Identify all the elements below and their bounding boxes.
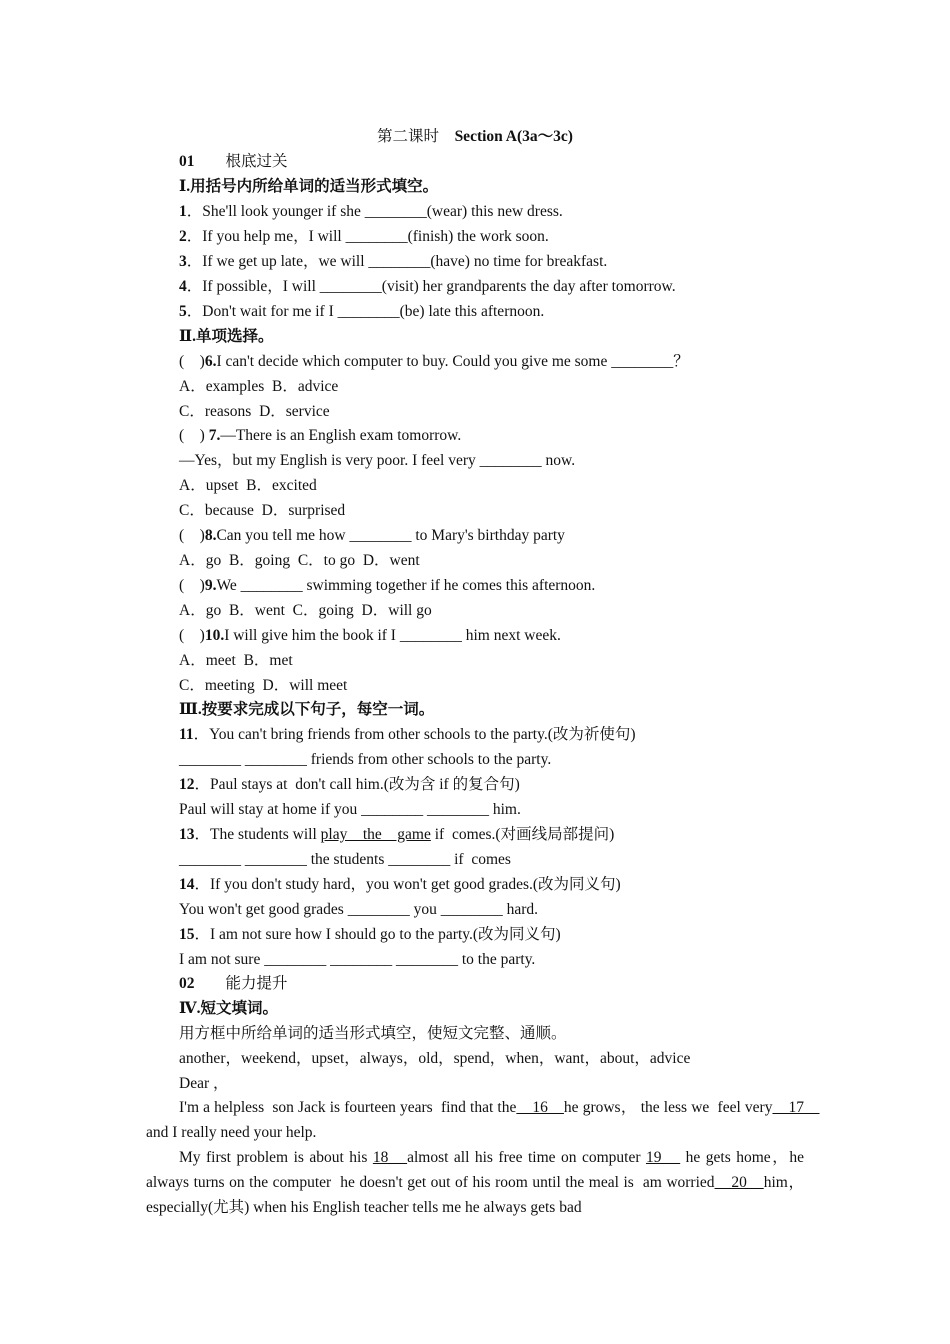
question-13-answer: ________ ________ the students ________ if comes	[179, 851, 511, 868]
part-heading-1: 01 根底过关	[179, 153, 288, 170]
question-9: ( )9.We ________ swimming together if he comes this afternoon.	[179, 577, 596, 594]
question-7-line-2: —Yes，but my English is very poor. I feel very ________ now.	[179, 452, 576, 469]
letter-greeting: Dear ，	[179, 1075, 229, 1092]
blank-17: 17	[772, 1099, 820, 1116]
underlined-phrase: play the game	[320, 826, 431, 843]
question-8: ( )8.Can you tell me how ________ to Mary's birthday party	[179, 527, 565, 544]
section-4-instruction: 用方框中所给单词的适当形式填空，使短文完整、通顺。	[179, 1025, 567, 1042]
question-2: 2．If you help me，I will ________(finish) the work soon.	[179, 228, 549, 245]
question-10-options-ab: A．meet B．met	[179, 652, 293, 669]
question-14-answer: You won't get good grades ________ you ________ hard.	[179, 901, 538, 918]
blank-20: 20	[714, 1173, 764, 1191]
passage-paragraph-2: My first problem is about his 18 almost all his free time on computer 19 he gets home，he always turns on the computer he doesn't get out of his room until the meal is am worried 20 him， especially(尤其) when his English teacher tells me he always gets bad	[146, 1149, 808, 1216]
word-box: another，weekend，upset，always，old，spend，when，want，about，advice	[179, 1050, 691, 1067]
question-8-options: A．go B．going C．to go D．went	[179, 552, 420, 569]
question-4: 4．If possible，I will ________(visit) her grandparents the day after tomorrow.	[179, 278, 676, 295]
blank-16: 16	[516, 1099, 564, 1116]
section-heading-4: Ⅳ.短文填词。	[179, 1000, 278, 1017]
question-11: 11．You can't bring friends from other schools to the party.(改为祈使句)	[179, 726, 636, 743]
question-6-options-ab: A．examples B．advice	[179, 378, 339, 395]
question-10: ( )10.I will give him the book if I ________ him next week.	[179, 627, 561, 644]
question-9-options: A．go B．went C．going D．will go	[179, 602, 432, 619]
question-3: 3．If we get up late，we will ________(have) no time for breakfast.	[179, 253, 608, 270]
question-5: 5．Don't wait for me if I ________(be) late this afternoon.	[179, 303, 545, 320]
question-13: 13．The students will play the game if comes.(对画线局部提问)	[179, 826, 615, 843]
question-10-options-cd: C．meeting D．will meet	[179, 677, 348, 694]
question-14: 14．If you don't study hard，you won't get good grades.(改为同义句)	[179, 876, 621, 893]
question-7: ( ) 7.—There is an English exam tomorrow.	[179, 427, 462, 444]
section-heading-3: Ⅲ.按要求完成以下句子，每空一词。	[179, 701, 435, 718]
lesson-label: 第二课时	[377, 128, 440, 145]
question-12: 12．Paul stays at don't call him.(改为含 if 的复合句)	[179, 776, 520, 793]
question-11-answer: ________ ________ friends from other schools to the party.	[179, 751, 552, 768]
question-7-options-cd: C．because D．surprised	[179, 502, 346, 519]
blank-18: 18	[372, 1149, 408, 1166]
part-heading-2: 02 能力提升	[179, 975, 288, 992]
lesson-title	[0, 127, 950, 147]
question-12-answer: Paul will stay at home if you ________ ________ him.	[179, 801, 521, 818]
question-7-options-ab: A．upset B．excited	[179, 477, 317, 494]
question-1: 1．She'll look younger if she ________(wear) this new dress.	[179, 203, 563, 220]
section-label: Section A(3a～3c)	[454, 128, 573, 145]
question-6-options-cd: C．reasons D．service	[179, 403, 330, 420]
section-heading-2: Ⅱ.单项选择。	[179, 328, 274, 345]
question-15: 15．I am not sure how I should go to the party.(改为同义句)	[179, 926, 561, 943]
section-heading-1: Ⅰ.用括号内所给单词的适当形式填空。	[179, 178, 439, 195]
question-15-answer: I am not sure ________ ________ ________ to the party.	[179, 951, 536, 968]
passage-paragraph-1: I'm a helpless son Jack is fourteen years find that the 16 he grows， the less we feel very 17 and I really need your help.	[146, 1099, 820, 1141]
question-6: ( )6.I can't decide which computer to buy. Could you give me some ________？	[179, 353, 689, 370]
blank-19: 19	[645, 1149, 681, 1166]
